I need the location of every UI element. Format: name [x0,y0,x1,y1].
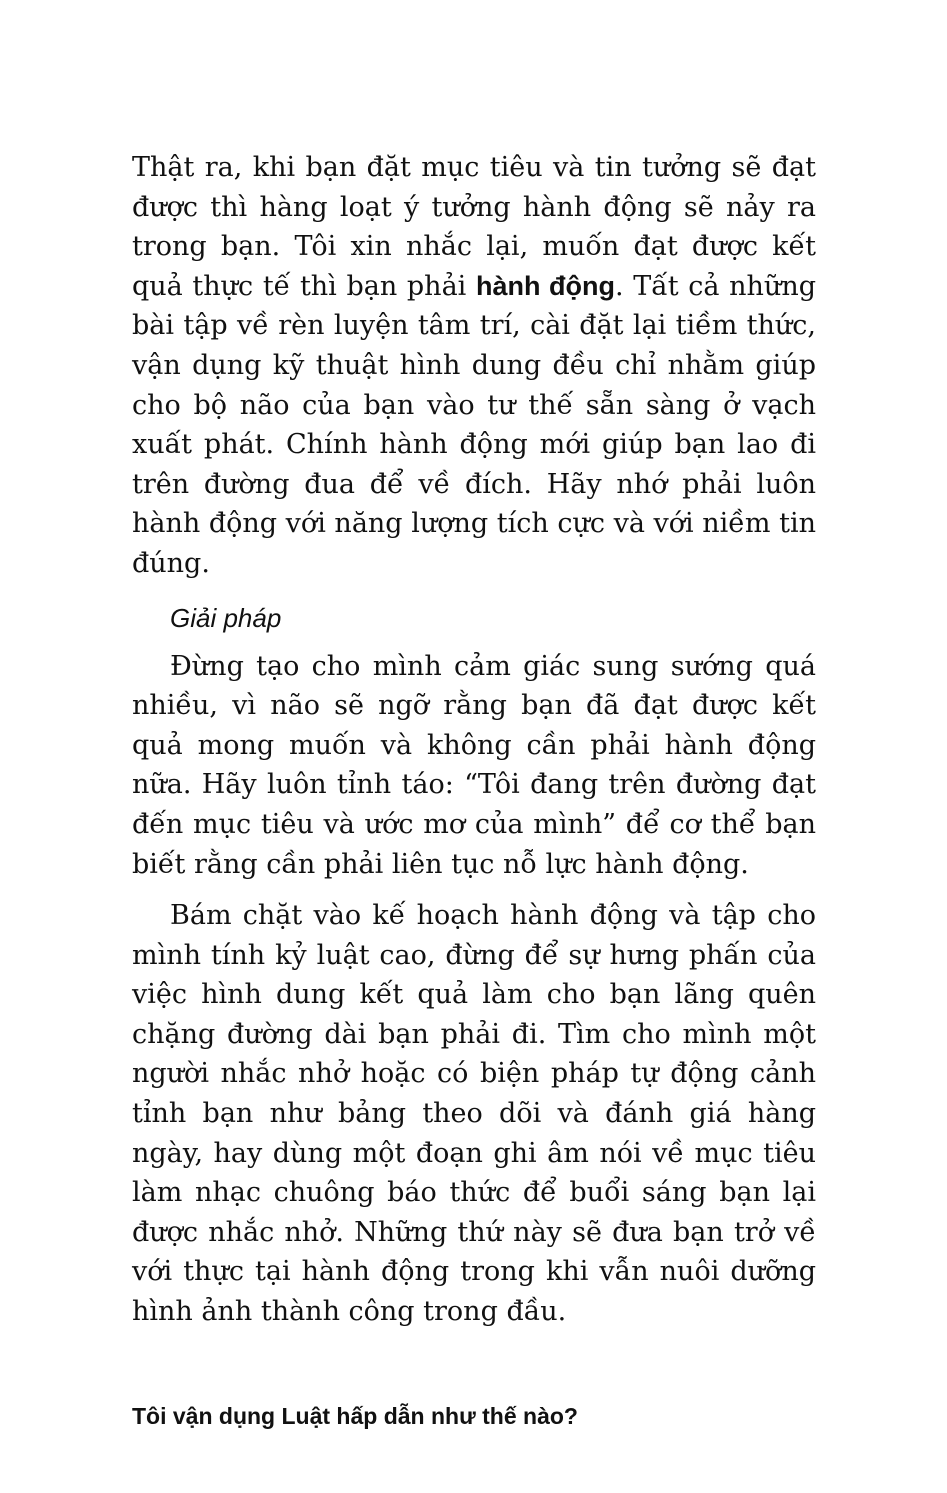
paragraph-1-text-a: Thật ra, khi bạn đặt mục tiêu và tin tưởng sẽ đạt được thì hàng loạt ý tưởng hành động sẽ nảy ra trong bạn. Tôi xin nhắc lại, muốn đạt được kết quả thực tế thì bạn phải [132,152,816,302]
paragraph-2: Đừng tạo cho mình cảm giác sung sướng quá nhiều, vì não sẽ ngỡ rằng bạn đã đạt được kết quả mong muốn và không cần phải hành động nữa. Hãy luôn tỉnh táo: “Tôi đang trên đường đạt đến mục tiêu và ước mơ của mình” để cơ thể bạn biết rằng cần phải liên tục nỗ lực hành động. [132,650,816,880]
subheading-giai-phap: Giải pháp [170,602,282,633]
book-page [132,148,816,1432]
section-heading: Tôi vận dụng Luật hấp dẫn như thế nào? [132,1402,578,1429]
paragraph-3: Bám chặt vào kế hoạch hành động và tập cho mình tính kỷ luật cao, đừng để sự hưng phấn của việc hình dung kết quả làm cho bạn lãng quên chặng đường dài bạn phải đi. Tìm cho mình một người nhắc nhở hoặc có biện pháp tự động cảnh tỉnh bạn như bảng theo dõi và đánh giá hàng ngày, hay dùng một đoạn ghi âm nói về mục tiêu làm nhạc chuông báo thức để buổi sáng bạn lại được nhắc nhở. Những thứ này sẽ đưa bạn trở về với thực tại hành động trong khi vẫn nuôi dưỡng hình ảnh thành công trong đầu. [132,900,816,1328]
emphasis-hanh-dong: hành động [475,270,615,301]
paragraph-1 [132,148,816,584]
paragraph-1-text-b: . Tất cả những bài tập về rèn luyện tâm trí, cài đặt lại tiềm thức, vận dụng kỹ thuật hình dung đều chỉ nhằm giúp cho bộ não của bạn vào tư thế sẵn sàng ở vạch xuất phát. Chính hành động mới giúp bạn lao đi trên đường đua để về đích. Hãy nhớ phải luôn hành động với năng lượng tích cực và với niềm tin đúng. [132,270,817,579]
